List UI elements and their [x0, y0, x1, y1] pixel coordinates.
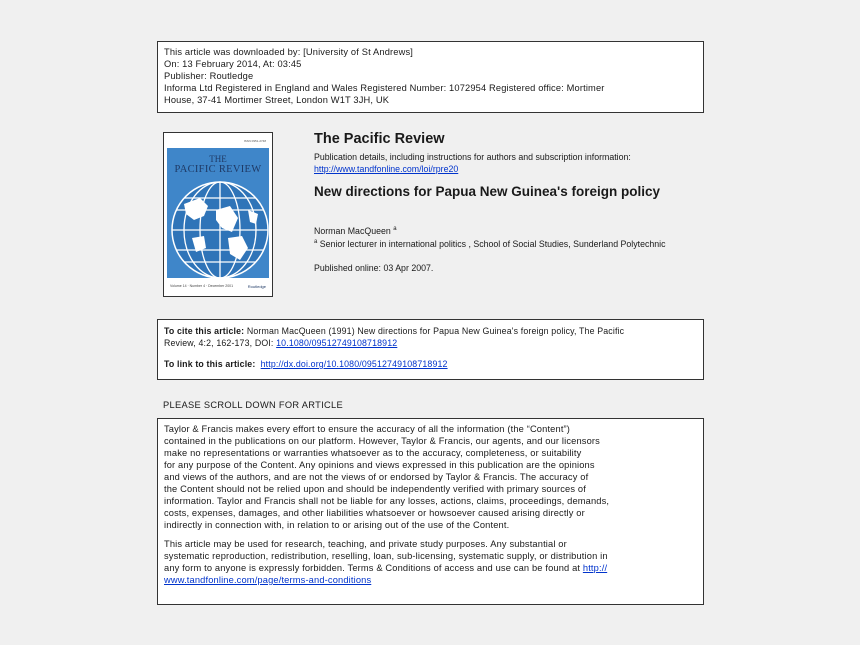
article-url-link[interactable]: http://dx.doi.org/10.1080/09512749108718912 [260, 359, 448, 369]
scroll-down-notice: PLEASE SCROLL DOWN FOR ARTICLE [163, 400, 344, 410]
cover-title-text: PACIFIC REVIEW [174, 164, 262, 175]
citation-box [157, 319, 704, 380]
terms-line [164, 562, 697, 574]
journal-title: The Pacific Review [314, 131, 445, 147]
download-notice-box [157, 41, 704, 113]
terms-line [164, 574, 697, 586]
doi-link[interactable]: 10.1080/09512749108718912 [276, 338, 398, 348]
download-notice-line: Publisher: Routledge [164, 71, 254, 81]
cite-text: Review, 4:2, 162-173, DOI: [164, 338, 274, 348]
terms-line: make no representations or warranties whatsoever as to the accuracy, completeness, or suitability [164, 448, 582, 458]
publication-details-text: Publication details, including instructions for authors and subscription information: [314, 152, 631, 162]
article-title: New directions for Papua New Guinea's foreign policy [314, 184, 661, 199]
download-notice-line: This article was downloaded by: [University of St Andrews] [164, 47, 413, 57]
published-date: Published online: 03 Apr 2007. [314, 263, 434, 273]
cite-line-2 [164, 337, 697, 349]
terms-line: contained in the publications on our platform. However, Taylor & Francis, our agents, and our licensors [164, 436, 600, 446]
globe-icon [170, 180, 270, 280]
cover-publisher-text: Routledge [247, 284, 266, 289]
terms-line: This article may be used for research, teaching, and private study purposes. Any substantial or [164, 539, 567, 549]
journal-cover-image [163, 132, 273, 297]
terms-line: systematic reproduction, redistribution, reselling, loan, sub-licensing, systematic supply, or distribution in [164, 551, 608, 561]
cite-line-1 [164, 325, 697, 337]
download-notice-line: House, 37-41 Mortimer Street, London W1T 3JH, UK [164, 95, 390, 105]
download-notice-line: Informa Ltd Registered in England and Wales Registered Number: 1072954 Registered office: Mortimer [164, 83, 605, 93]
link-line [164, 358, 697, 370]
terms-line: for any purpose of the Content. Any opinions and views expressed in this publication are the opinions [164, 460, 595, 470]
cover-footer-text: Volume 14 · Number 4 · December 2001 [170, 284, 234, 288]
cite-text: Norman MacQueen (1991) New directions for Papua New Guinea's foreign policy, The Pacific [246, 326, 625, 336]
terms-line: indirectly in connection with, in relation to or arising out of the use of the Content. [164, 520, 510, 530]
link-label: To link to this article: [164, 359, 256, 369]
terms-line: the Content should not be relied upon and should be independently verified with primary sources of [164, 484, 586, 494]
cover-the-text: THE [209, 154, 227, 164]
terms-line-text: any form to anyone is expressly forbidden. Terms & Conditions of access and use can be found at [164, 563, 581, 573]
terms-line: costs, expenses, damages, and other liabilities whatsoever or howsoever caused arising directly or [164, 508, 585, 518]
terms-box [157, 418, 704, 605]
affiliation-text: Senior lecturer in international politics , School of Social Studies, Sunderland Polytechnic [319, 238, 666, 249]
cite-label: To cite this article: [164, 326, 245, 336]
cover-issn-text: ISSN 0951-2748 [243, 139, 266, 143]
terms-line: Taylor & Francis makes every effort to ensure the accuracy of all the information (the “Content”) [164, 424, 571, 434]
affiliation-superscript: a [314, 239, 318, 245]
download-notice-line: On: 13 February 2014, At: 03:45 [164, 59, 302, 69]
terms-line: and views of the authors, and are not the views of or endorsed by Taylor & Francis. The accuracy of [164, 472, 589, 482]
terms-url-link-part1[interactable]: http:// [582, 563, 608, 573]
terms-url-link-part2[interactable]: www.tandfonline.com/page/terms-and-conditions [164, 575, 372, 585]
publication-details [314, 151, 631, 175]
author-name [314, 223, 397, 237]
journal-url-link[interactable]: http://www.tandfonline.com/loi/rpre20 [314, 164, 459, 174]
author-superscript: a [393, 226, 397, 232]
author-affiliation [314, 236, 694, 250]
terms-line: information. Taylor and Francis shall not be liable for any losses, actions, claims, proceedings, demands, [164, 496, 610, 506]
author-name-text: Norman MacQueen [314, 225, 391, 236]
